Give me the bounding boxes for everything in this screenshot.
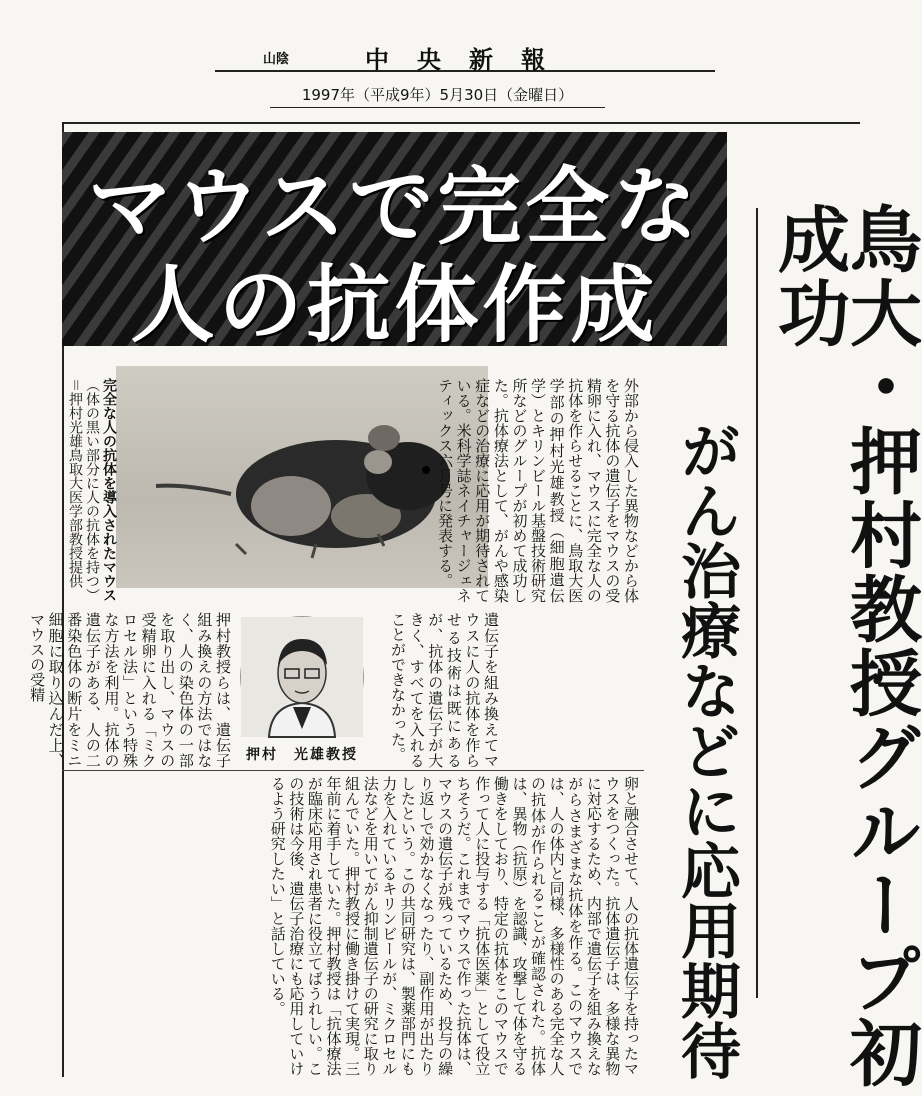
portrait-illustration bbox=[241, 617, 363, 737]
professor-portrait bbox=[240, 616, 364, 738]
frame-top-rule bbox=[62, 122, 860, 124]
masthead-region: 山陰 bbox=[263, 52, 290, 67]
photo-caption-line-2: （体の黒い部分に人の抗体を持つ） bbox=[84, 378, 100, 602]
title-divider bbox=[756, 208, 758, 998]
headline-banner bbox=[62, 132, 727, 354]
article-body-continued: 卵と融合させて、人の抗体遺伝子を持ったマウスをつくった。抗体遺伝子は、多様な異物に対応するため、内部で遺伝子を組み換えながらさまざまな抗体を作る。このマウスでは、人の体内と同様、多様性のある完全な人の抗体が作られることが確認された。抗体は、異物（抗原）を認識、攻撃して体を守る働きをしており、特定の抗体をこのマウスで作って人に投与する「抗体医薬」として役立ちそうだ。これまでマウスで作った抗体は、マウスの遺伝子が残っているため、投与の繰り返しで効かなくなったり、副作用が出たりしたという。この共同研究は、製薬部門にも力を入れているキリンビールが、ミクロセル法などを用いてがん抑制遺伝子の研究に取り組んでいた。押村教授に働き掛けて実現。三年前に着手していた。押村教授は「抗体療法が臨床応用され患者に役立てばうれしい。この技術は今後、遺伝子治療にも応用していけるよう研究したい」と話している。 bbox=[268, 776, 640, 1076]
masthead bbox=[215, 40, 715, 72]
photo-caption-line-1: 完全な人の抗体を導入されたマウス bbox=[101, 378, 117, 602]
newspaper-name: 中央新報 bbox=[365, 45, 573, 74]
article-paragraph-3: 押村教授らは、遺伝子組み換えの方法ではなく、人の染色体の一部を取り出し、マウスの受精卵に入れる「ミクロセル法」という特殊な方法を利用。抗体の遺伝子がある、人の二番染色体の断片をミニ細胞に取り込んだ上、マウスの受精 bbox=[28, 612, 232, 768]
mouse-illustration bbox=[116, 366, 488, 588]
vertical-title: 鳥大・押村教授グループ初成功 bbox=[766, 202, 922, 1090]
headline-line-1: マウスで完全な bbox=[87, 158, 702, 256]
mouse-photo bbox=[116, 366, 488, 588]
headline-line-2: 人の抗体作成 bbox=[130, 256, 659, 354]
article-paragraph-2: 遺伝子を組み換えてマウスに人の抗体を作らせる技術は既にあるが、抗体の遺伝子が大きく、すべてを入れることができなかった。 bbox=[389, 612, 500, 768]
article-lead: 外部から侵入した異物などから体を守る抗体の遺伝子をマウスの受精卵に入れ、マウスに完全な人の抗体を作らせることに、鳥取大医学部の押村光雄教授（細胞遺伝学）とキリンビール基盤技術研究所などのグループが初めて成功した。抗体療法として、がんや感染症などの治療に応用が期待されている。米科学誌ネイチャージェネティックス六月号に発表する。 bbox=[436, 378, 640, 603]
photo-caption bbox=[66, 378, 117, 602]
vertical-subtitle: がん治療などに応用期待 bbox=[671, 420, 741, 1080]
dateline: 1997年（平成9年）5月30日（金曜日） bbox=[270, 84, 605, 108]
portrait-caption: 押村 光雄教授 bbox=[246, 747, 358, 763]
photo-caption-line-3: ＝押村光雄鳥取大医学部教授提供 bbox=[67, 378, 83, 588]
section-rule bbox=[62, 770, 644, 771]
